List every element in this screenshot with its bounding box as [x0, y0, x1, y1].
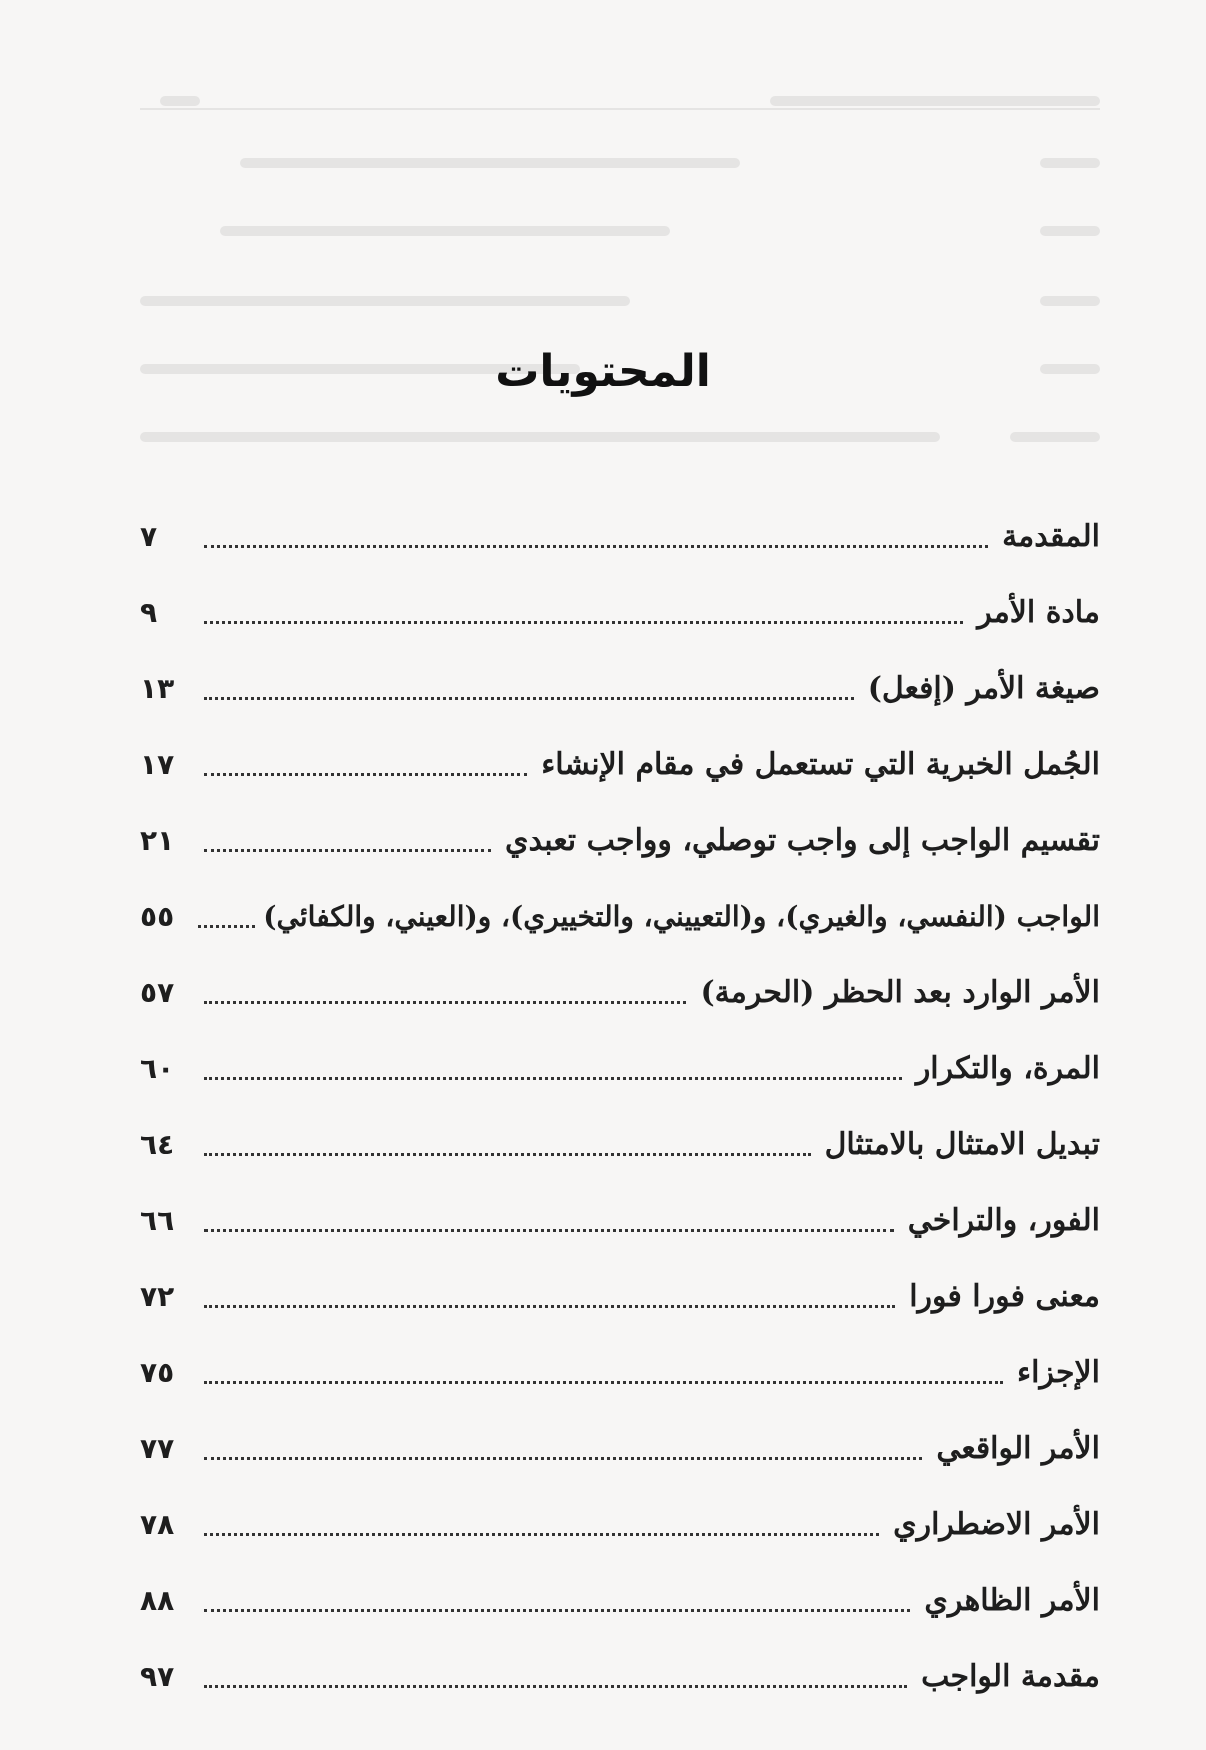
toc-entry-title: معنى فورا فورا [909, 1278, 1100, 1314]
dot-leader [204, 1381, 1003, 1384]
dot-leader [204, 1001, 686, 1004]
toc-entry-title: مقدمة الواجب [921, 1658, 1100, 1694]
show-through-line [140, 424, 1100, 444]
dot-leader [204, 773, 527, 776]
toc-entry-page: ٧٥ [140, 1355, 175, 1389]
toc-entry-title: مادة الأمر [977, 594, 1100, 630]
toc-entry-page: ٦٦ [140, 1203, 175, 1237]
toc-entry-title: الأمر الظاهري [924, 1582, 1100, 1618]
toc-entry [140, 1334, 1100, 1410]
toc-entry-title: المرة، والتكرار [915, 1050, 1100, 1086]
dot-leader [204, 697, 854, 700]
dot-leader [204, 545, 988, 548]
show-through-header-rule [140, 108, 1100, 110]
toc-entry-page: ٧٧ [140, 1431, 175, 1465]
dot-leader [198, 925, 255, 928]
toc-entry-page: ٩٧ [140, 1659, 175, 1693]
toc-entry [140, 498, 1100, 574]
toc-entry [140, 1410, 1100, 1486]
show-through-line [140, 150, 1100, 170]
dot-leader [204, 849, 491, 852]
toc-entry [140, 802, 1100, 878]
toc-entry [140, 1030, 1100, 1106]
toc-entry-title: صيغة الأمر (إفعل) [867, 670, 1100, 706]
toc-entry-page: ٦٠ [140, 1051, 175, 1085]
dot-leader [204, 621, 963, 624]
toc-entry-page: ٦٤ [140, 1127, 175, 1161]
toc-entry-page: ١٣ [140, 671, 175, 705]
toc-entry-title: الواجب (النفسي، والغيري)، و(التعييني، والتخييري)، و(العيني، والكفائي) [263, 899, 1100, 933]
toc-entry-title: تقسيم الواجب إلى واجب توصلي، وواجب تعبدي [505, 822, 1100, 858]
toc-entry-page: ٨٨ [140, 1583, 175, 1617]
toc-entry-page: ٧٨ [140, 1507, 175, 1541]
toc-entry [140, 1106, 1100, 1182]
toc-entry [140, 1182, 1100, 1258]
toc-entry [140, 574, 1100, 650]
toc-entry [140, 1258, 1100, 1334]
dot-leader [204, 1077, 902, 1080]
toc-entry-page: ٢١ [140, 823, 175, 857]
show-through-line [140, 218, 1100, 238]
dot-leader [204, 1609, 910, 1612]
toc-entry [140, 1638, 1100, 1714]
dot-leader [204, 1305, 895, 1308]
toc-entry [140, 650, 1100, 726]
show-through-line [140, 288, 1100, 308]
dot-leader [204, 1229, 894, 1232]
toc-entry-title: الأمر الواقعي [936, 1430, 1100, 1466]
toc-entry-title: الأمر الاضطراري [893, 1506, 1100, 1542]
show-through-line [140, 88, 1100, 108]
dot-leader [204, 1685, 907, 1688]
toc-entry-page: ٥٥ [140, 899, 175, 933]
dot-leader [204, 1457, 922, 1460]
toc-entry [140, 1562, 1100, 1638]
toc-entry-title: الفور، والتراخي [907, 1202, 1100, 1238]
toc-entry [140, 878, 1100, 954]
toc-entry-page: ٧ [140, 519, 158, 553]
toc-entry-title: تبديل الامتثال بالامتثال [824, 1126, 1100, 1162]
dot-leader [204, 1153, 811, 1156]
toc-entry-page: ١٧ [140, 747, 175, 781]
page-title: المحتويات [495, 346, 711, 397]
dot-leader [204, 1533, 879, 1536]
toc-entry [140, 1486, 1100, 1562]
table-of-contents [140, 498, 1100, 1714]
toc-entry-title: الأمر الوارد بعد الحظر (الحرمة) [700, 974, 1100, 1010]
toc-entry [140, 726, 1100, 802]
toc-entry-page: ٥٧ [140, 975, 175, 1009]
toc-entry [140, 954, 1100, 1030]
toc-entry-page: ٧٢ [140, 1279, 175, 1313]
toc-entry-title: المقدمة [1002, 518, 1100, 554]
toc-entry-title: الإجزاء [1017, 1354, 1100, 1390]
toc-entry-title: الجُمل الخبرية التي تستعمل في مقام الإنشاء [541, 746, 1100, 782]
toc-entry-page: ٩ [140, 595, 158, 629]
